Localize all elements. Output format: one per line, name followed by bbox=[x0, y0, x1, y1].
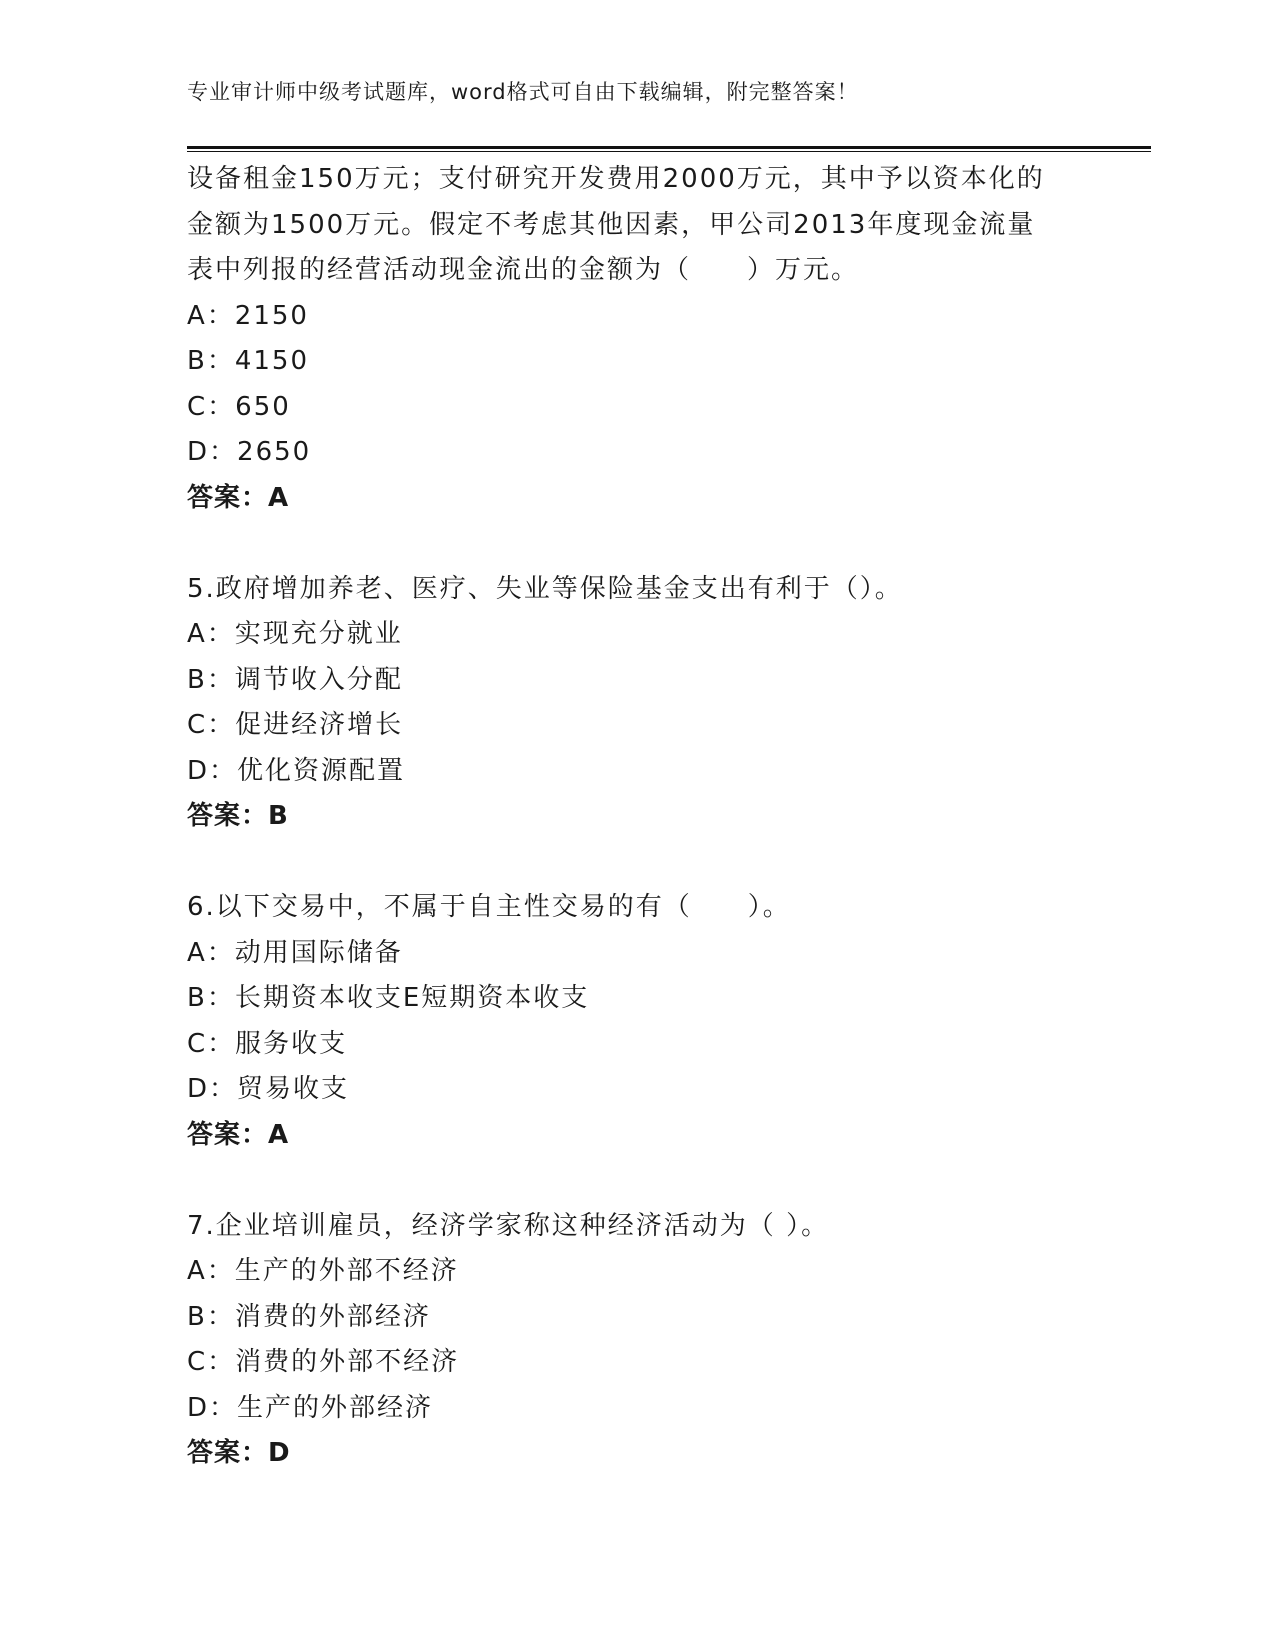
question-6 bbox=[187, 885, 1087, 1158]
option-c: C：服务收支 bbox=[187, 1028, 348, 1059]
option-c: C：促进经济增长 bbox=[187, 710, 404, 740]
question-5 bbox=[187, 567, 1087, 840]
page-header: 专业审计师中级考试题库，word格式可自由下载编辑，附完整答案！ bbox=[187, 80, 859, 104]
question-stem: 6.以下交易中，不属于自主性交易的有（ ）。 bbox=[187, 892, 791, 922]
answer: 答案：A bbox=[187, 1119, 290, 1150]
spacer bbox=[187, 521, 1087, 567]
option-a: A：实现充分就业 bbox=[187, 619, 403, 649]
option-b: B：消费的外部经济 bbox=[187, 1301, 431, 1332]
question-stem-line: 表中列报的经营活动现金流出的金额为（ ）万元。 bbox=[187, 255, 860, 285]
option-b: B：长期资本收支E短期资本收支 bbox=[187, 983, 590, 1013]
question-stem-line: 金额为1500万元。假定不考虑其他因素，甲公司2013年度现金流量 bbox=[187, 209, 1036, 240]
spacer bbox=[187, 840, 1087, 886]
question-list bbox=[187, 157, 1087, 1477]
answer: 答案：B bbox=[187, 801, 289, 831]
question-stem: 5.政府增加养老、医疗、失业等保险基金支出有利于（）。 bbox=[187, 573, 903, 604]
header-divider-thick bbox=[187, 146, 1151, 149]
option-b: B：4150 bbox=[187, 346, 310, 376]
answer: 答案：D bbox=[187, 1438, 291, 1468]
question-stem-line: 设备租金150万元；支付研究开发费用2000万元，其中予以资本化的 bbox=[187, 164, 1045, 194]
option-a: A：动用国际储备 bbox=[187, 937, 403, 968]
option-a: A：生产的外部不经济 bbox=[187, 1256, 459, 1286]
header-divider bbox=[187, 146, 1151, 152]
answer: 答案：A bbox=[187, 482, 290, 513]
option-c: C：650 bbox=[187, 391, 291, 422]
spacer bbox=[187, 1158, 1087, 1204]
header-divider-thin bbox=[187, 151, 1151, 152]
option-d: D：生产的外部经济 bbox=[187, 1392, 434, 1423]
option-d: D：2650 bbox=[187, 437, 312, 467]
option-a: A：2150 bbox=[187, 300, 309, 331]
question-7 bbox=[187, 1204, 1087, 1477]
question-4 bbox=[187, 157, 1087, 521]
option-d: D：贸易收支 bbox=[187, 1074, 350, 1104]
question-stem: 7.企业培训雇员，经济学家称这种经济活动为（ ）。 bbox=[187, 1210, 830, 1241]
option-c: C：消费的外部不经济 bbox=[187, 1347, 460, 1377]
option-d: D：优化资源配置 bbox=[187, 755, 406, 786]
option-b: B：调节收入分配 bbox=[187, 664, 403, 695]
